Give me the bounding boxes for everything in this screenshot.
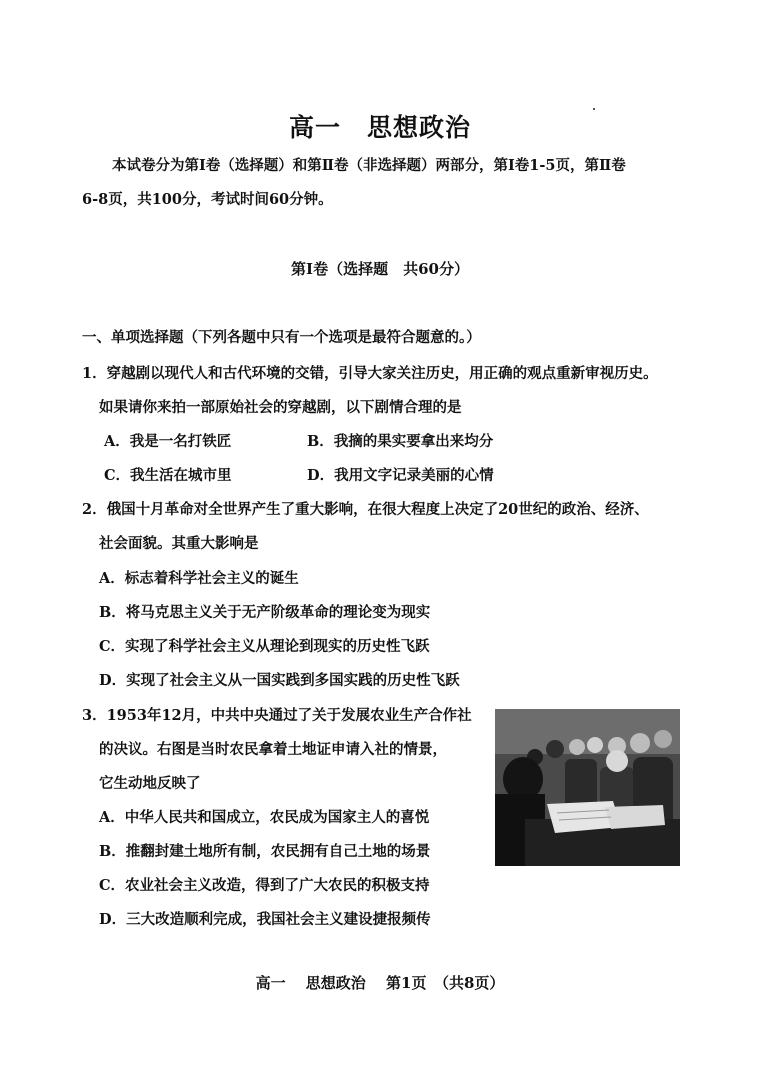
q3-option-b: B．推翻封建土地所有制，农民拥有自己土地的场景 [99, 843, 431, 860]
q2-stem-line-1: 2．俄国十月革命对全世界产生了重大影响，在很大程度上决定了20世纪的政治、经济、 [82, 501, 649, 518]
q2-option-a: A．标志着科学社会主义的诞生 [99, 570, 299, 587]
part1-title: 第Ⅰ卷（选择题 共60分） [291, 260, 469, 278]
q2-stem-line-2: 社会面貌。其重大影响是 [99, 535, 259, 552]
q1-option-a: A．我是一名打铁匠 [104, 433, 232, 450]
intro-line-1: 本试卷分为第Ⅰ卷（选择题）和第Ⅱ卷（非选择题）两部分，第Ⅰ卷1-5页，第Ⅱ卷 [112, 157, 626, 174]
photo-illustration [495, 709, 680, 866]
q1-option-d: D．我用文字记录美丽的心情 [307, 467, 494, 484]
q1-option-b: B．我摘的果实要拿出来均分 [307, 433, 494, 450]
q1-stem-line-1: 1．穿越剧以现代人和古代环境的交错，引导大家关注历史，用正确的观点重新审视历史。 [82, 365, 658, 382]
q3-option-d: D．三大改造顺利完成，我国社会主义建设捷报频传 [99, 911, 431, 928]
q3-option-c: C．农业社会主义改造，得到了广大农民的积极支持 [99, 877, 430, 894]
q3-stem-line-3: 它生动地反映了 [99, 775, 201, 792]
q3-stem-line-1: 3．1953年12月，中共中央通过了关于发展农业生产合作社 [82, 707, 472, 724]
q3-option-a: A．中华人民共和国成立，农民成为国家主人的喜悦 [99, 809, 430, 826]
q1-stem-line-2: 如果请你来拍一部原始社会的穿越剧，以下剧情合理的是 [99, 399, 462, 416]
page-footer: 高一 思想政治 第1页 （共8页） [255, 974, 505, 992]
q2-option-b: B．将马克思主义关于无产阶级革命的理论变为现实 [99, 604, 431, 621]
page-title: 高一 思想政治 [288, 113, 471, 142]
historical-photo [495, 709, 680, 866]
q2-option-d: D．实现了社会主义从一国实践到多国实践的历史性飞跃 [99, 672, 460, 689]
section-heading: 一、单项选择题（下列各题中只有一个选项是最符合题意的。） [82, 329, 481, 346]
q2-option-c: C．实现了科学社会主义从理论到现实的历史性飞跃 [99, 638, 430, 655]
q3-stem-line-2: 的决议。右图是当时农民拿着土地证申请入社的情景， [99, 741, 447, 758]
intro-line-2: 6-8页，共100分，考试时间60分钟。 [82, 191, 333, 208]
q1-option-c: C．我生活在城市里 [104, 467, 232, 484]
